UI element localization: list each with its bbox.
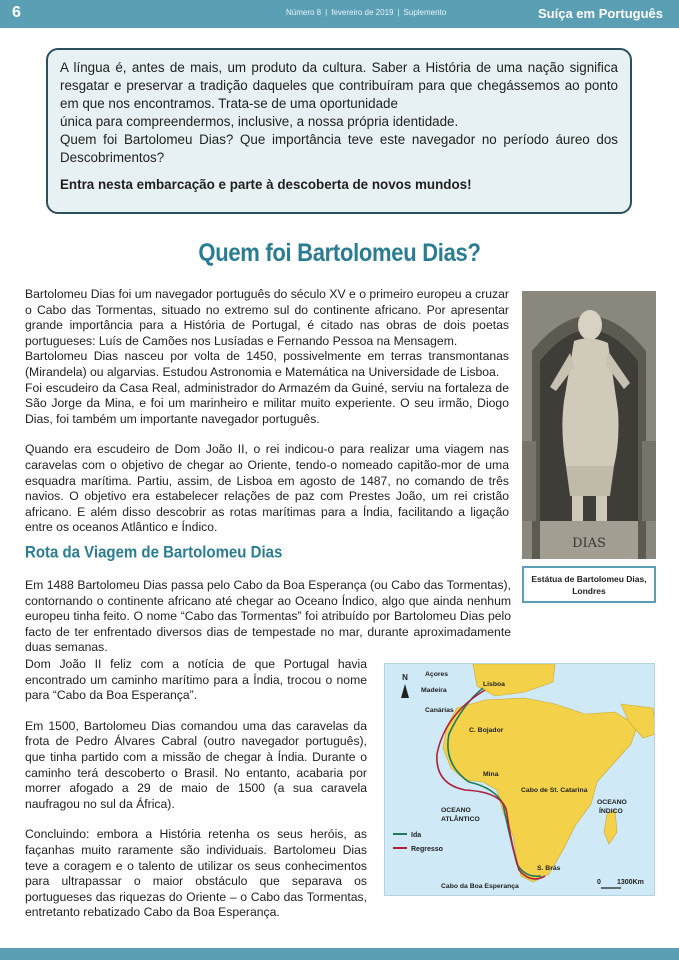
scale-zero: 0 bbox=[597, 879, 601, 886]
legend-regresso: Regresso bbox=[411, 846, 443, 853]
statue-caption: Estátua de Bartolomeu Dias, Londres bbox=[522, 566, 656, 603]
label-indico-2: ÍNDICO bbox=[599, 808, 623, 815]
paragraph-7: Em 1500, Bartolomeu Dias comandou uma das caravelas da frota de Pedro Álvares Cabral (outro navegador português), que tinha partido com a missão de chegar à Índia. Durante o caminho terá descoberto o Brasil. No entanto, acabaria por morrer afogado a 29 de maio de 1500 (a sua caravela naufragou no sul da África). bbox=[25, 718, 367, 811]
label-madeira: Madeira bbox=[421, 687, 447, 694]
label-atlantico-2: ATLÂNTICO bbox=[441, 816, 480, 823]
label-mina: Mina bbox=[483, 771, 499, 778]
scale-km: 1300Km bbox=[617, 879, 644, 886]
footer-bar bbox=[0, 948, 679, 960]
paragraph-5: Em 1488 Bartolomeu Dias passa pelo Cabo da Boa Esperança (ou Cabo das Tormentas), contornando o continente africano até chegar ao Oceano Índico, algo que ainda nenhum europeu tinha feito. O nome “Cabo das Tormentas” foi atribuído por Bartolomeu Dias pelo facto de ter enfrentado diversos dias de tempestade no mar, durante aproximadamente duas semanas. bbox=[25, 578, 511, 655]
label-bojador: C. Bojador bbox=[469, 727, 504, 734]
label-canarias: Canárias bbox=[425, 707, 454, 714]
intro-call-to-action: Entra nesta embarcação e parte à descoberta de novos mundos! bbox=[60, 177, 472, 192]
label-atlantico-1: OCEANO bbox=[441, 807, 471, 814]
label-catarina: Cabo de St. Catarina bbox=[521, 787, 588, 794]
intro-paragraph-2: única para compreendermos, inclusive, a nossa própria identidade. bbox=[60, 114, 459, 129]
statue-illustration bbox=[522, 291, 656, 559]
intro-paragraph-1: A língua é, antes de mais, um produto da cultura. Saber a História de uma nação significa resgatar e preservar a tradição daqueles que contribuíram para que chegássemos ao ponto em que nos encontramos. Trata-se de uma oportunidade bbox=[60, 60, 618, 111]
label-bras: S. Brás bbox=[537, 865, 561, 872]
north-label: N bbox=[402, 673, 408, 682]
paragraph-4: Quando era escudeiro de Dom João II, o rei indicou-o para realizar uma viagem nas caravelas com o objetivo de chegar ao Oriente, tendo-o nomeado capitão-mor de uma esquadra marítima. Partiu, assim, de Lisboa em agosto de 1487, no comando de três navios. O objetivo era estabelecer relações de paz com Prestes João, um rei cristão africano. E além disso descobrir as rotas marítimas para a Índia, facilitando a ligação entre os oceanos Atlântico e Índico. bbox=[25, 442, 509, 535]
article-title: Quem foi Bartolomeu Dias? bbox=[198, 238, 481, 267]
label-indico-1: OCEANO bbox=[597, 799, 627, 806]
paragraph-8: Concluindo: embora a História retenha os seus heróis, as façanhas muito raramente são individuais. Bartolomeu Dias teve a coragem e o talento de utilizar os seus conhecimentos para ultrapassar o maior obstáculo que separava os portugueses das riquezas do Oriente – o Cabo das Tormentas, entretanto rebatizado Cabo da Boa Esperança. bbox=[25, 827, 367, 920]
page-number: 6 bbox=[12, 4, 21, 21]
intro-box bbox=[46, 48, 632, 214]
paragraph-3: Foi escudeiro da Casa Real, administrador do Armazém da Guiné, serviu na fortaleza de São Jorge da Mina, e foi um marinheiro e militar muito experiente. O seu irmão, Diogo Dias, foi também um importante navegador português. bbox=[25, 380, 509, 426]
statue-image bbox=[522, 291, 656, 559]
paragraph-2: Bartolomeu Dias nasceu por volta de 1450, possivelmente em terras transmontanas (Mirandela) ou algarvias. Estudou Astronomia e Matemática na Universidade de Lisboa. bbox=[25, 349, 509, 379]
statue-inscription: DIAS bbox=[572, 536, 606, 551]
issue-date: fevereiro de 2019 bbox=[331, 8, 394, 17]
label-acores: Açores bbox=[425, 671, 449, 678]
article-section-1 bbox=[25, 287, 509, 536]
paragraph-6: Dom João II feliz com a notícia de que Portugal havia encontrado um caminho marítimo para a Índia, trocou o nome para “Cabo da Boa Esperança”. bbox=[25, 657, 367, 703]
voyage-map bbox=[384, 663, 655, 896]
article-section-3 bbox=[25, 657, 367, 921]
label-lisboa: Lisboa bbox=[483, 681, 505, 688]
publication-brand: Suíça em Português bbox=[538, 6, 663, 21]
issue-section: Suplemento bbox=[403, 8, 447, 17]
paragraph-1: Bartolomeu Dias foi um navegador português do século XV e o primeiro europeu a cruzar o Cabo das Tormentas, situado no extremo sul do continente africano. Por apresentar grande importância para a História de Portugal, é citado nas obras de dois poetas portugueses: Luís de Camões nos Lusíadas e Fernando Pessoa na Mensagem. bbox=[25, 287, 509, 348]
intro-paragraph-3: Quem foi Bartolomeu Dias? Que importância teve este navegador no período áureo dos Descobrimentos? bbox=[60, 132, 618, 165]
issue-number: Número 8 bbox=[286, 8, 322, 17]
header-bar bbox=[0, 0, 679, 28]
issue-info: Número 8 | fevereiro de 2019 | Suplemento bbox=[286, 8, 447, 17]
voyage-map-illustration bbox=[385, 664, 655, 896]
article-section-2 bbox=[25, 578, 511, 656]
legend-ida: Ida bbox=[411, 832, 422, 839]
section-subtitle: Rota da Viagem de Bartolomeu Dias bbox=[25, 542, 283, 563]
label-boa-esperanca: Cabo da Boa Esperança bbox=[441, 883, 519, 890]
